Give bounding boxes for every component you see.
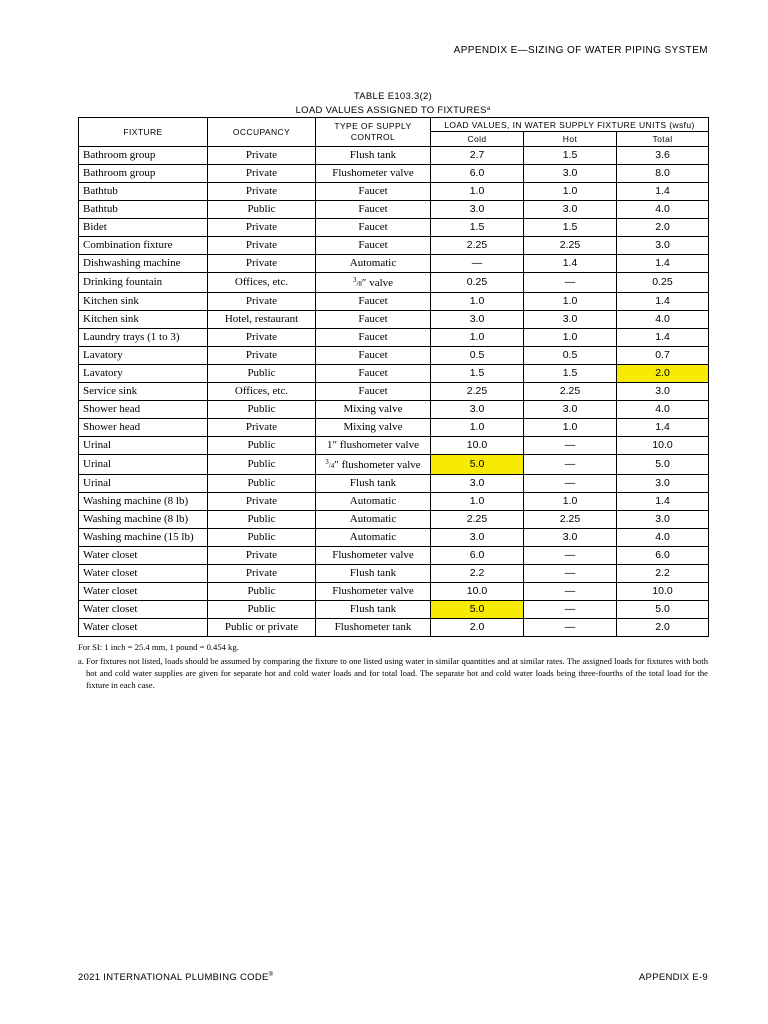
table-row <box>79 183 709 201</box>
cell-supply-control: Faucet <box>316 383 431 401</box>
cell-hot: 1.0 <box>524 493 617 511</box>
cell-hot: 1.5 <box>524 365 617 383</box>
table-notes <box>78 641 708 691</box>
cell-cold: 1.0 <box>431 183 524 201</box>
cell-total: 2.0 <box>617 365 709 383</box>
cell-cold: 5.0 <box>431 455 524 475</box>
cell-supply-control <box>316 455 431 475</box>
cell-total: 2.0 <box>617 219 709 237</box>
cell-cold: 3.0 <box>431 201 524 219</box>
cell-supply-control: Automatic <box>316 529 431 547</box>
table-row <box>79 583 709 601</box>
col-header-supply-control: TYPE OF SUPPLY CONTROL <box>316 118 431 147</box>
table-row <box>79 273 709 293</box>
table-row <box>79 329 709 347</box>
cell-fixture: Urinal <box>79 437 208 455</box>
cell-total: 3.6 <box>617 147 709 165</box>
cell-total: 1.4 <box>617 493 709 511</box>
cell-cold: 2.7 <box>431 147 524 165</box>
footer-code-title <box>78 972 273 983</box>
cell-cold: 1.0 <box>431 493 524 511</box>
cell-fixture: Dishwashing machine <box>79 255 208 273</box>
cell-supply-control: 1″ flushometer valve <box>316 437 431 455</box>
cell-supply-control: Flushometer valve <box>316 583 431 601</box>
cell-fixture: Kitchen sink <box>79 293 208 311</box>
col-header-total: Total <box>617 132 709 147</box>
cell-cold: 1.0 <box>431 419 524 437</box>
cell-cold: 3.0 <box>431 475 524 493</box>
cell-fixture: Service sink <box>79 383 208 401</box>
col-header-cold: Cold <box>431 132 524 147</box>
cell-supply-control: Automatic <box>316 493 431 511</box>
fraction-denominator: 4 <box>330 462 335 470</box>
cell-total: 1.4 <box>617 183 709 201</box>
cell-hot: — <box>524 273 617 293</box>
table-row <box>79 147 709 165</box>
cell-supply-control: Automatic <box>316 511 431 529</box>
cell-hot: 2.25 <box>524 237 617 255</box>
table-row <box>79 255 709 273</box>
table-row <box>79 437 709 455</box>
cell-cold: 2.25 <box>431 383 524 401</box>
cell-cold: 1.5 <box>431 219 524 237</box>
cell-supply-control: Automatic <box>316 255 431 273</box>
cell-occupancy: Private <box>208 347 316 365</box>
table-row <box>79 455 709 475</box>
cell-occupancy: Private <box>208 255 316 273</box>
cell-hot: — <box>524 475 617 493</box>
cell-fixture: Urinal <box>79 475 208 493</box>
cell-cold: 2.2 <box>431 565 524 583</box>
si-conversion-note: For SI: 1 inch = 25.4 mm, 1 pound = 0.454 kg. <box>78 642 239 652</box>
cell-occupancy: Public <box>208 475 316 493</box>
cell-total: 1.4 <box>617 293 709 311</box>
cell-supply-control: Faucet <box>316 347 431 365</box>
cell-fixture: Bathroom group <box>79 147 208 165</box>
cell-supply-control: Faucet <box>316 365 431 383</box>
cell-hot: 2.25 <box>524 511 617 529</box>
cell-occupancy: Public <box>208 529 316 547</box>
cell-total: 2.2 <box>617 565 709 583</box>
table-row <box>79 529 709 547</box>
footer-code-title-text: 2021 INTERNATIONAL PLUMBING CODE <box>78 972 269 983</box>
cell-cold: — <box>431 255 524 273</box>
col-header-fixture: FIXTURE <box>79 118 208 147</box>
cell-hot: 1.0 <box>524 293 617 311</box>
cell-occupancy: Public <box>208 437 316 455</box>
cell-supply-control: Faucet <box>316 293 431 311</box>
col-header-occupancy: OCCUPANCY <box>208 118 316 147</box>
table-row <box>79 311 709 329</box>
cell-occupancy: Public <box>208 601 316 619</box>
footer-page-number: APPENDIX E-9 <box>638 972 708 983</box>
cell-cold: 2.25 <box>431 237 524 255</box>
table-row <box>79 419 709 437</box>
cell-cold: 10.0 <box>431 437 524 455</box>
cell-hot: 1.0 <box>524 183 617 201</box>
cell-total: 4.0 <box>617 311 709 329</box>
table-row <box>79 547 709 565</box>
cell-occupancy: Public <box>208 201 316 219</box>
cell-total: 3.0 <box>617 237 709 255</box>
cell-supply-control: Flushometer valve <box>316 547 431 565</box>
cell-total: 10.0 <box>617 437 709 455</box>
cell-occupancy: Private <box>208 237 316 255</box>
table-title-text: LOAD VALUES ASSIGNED TO FIXTURES <box>295 105 487 116</box>
cell-supply-control: Flush tank <box>316 601 431 619</box>
footnote-a <box>78 655 708 691</box>
table-row <box>79 565 709 583</box>
fraction-slash: / <box>356 280 359 288</box>
table-row <box>79 365 709 383</box>
cell-supply-control: Mixing valve <box>316 401 431 419</box>
cell-total: 10.0 <box>617 583 709 601</box>
cell-occupancy: Private <box>208 493 316 511</box>
cell-supply-control: Faucet <box>316 183 431 201</box>
cell-supply-control: Faucet <box>316 311 431 329</box>
cell-hot: — <box>524 583 617 601</box>
cell-fixture: Drinking fountain <box>79 273 208 293</box>
table-row <box>79 347 709 365</box>
cell-fixture: Laundry trays (1 to 3) <box>79 329 208 347</box>
cell-occupancy: Offices, etc. <box>208 383 316 401</box>
cell-total: 2.0 <box>617 619 709 637</box>
cell-occupancy: Private <box>208 293 316 311</box>
cell-fixture: Combination fixture <box>79 237 208 255</box>
cell-occupancy: Private <box>208 219 316 237</box>
cell-hot: 0.5 <box>524 347 617 365</box>
cell-fixture: Water closet <box>79 601 208 619</box>
cell-cold: 0.5 <box>431 347 524 365</box>
cell-total: 1.4 <box>617 329 709 347</box>
cell-fixture: Shower head <box>79 401 208 419</box>
cell-occupancy: Private <box>208 147 316 165</box>
cell-occupancy: Hotel, restaurant <box>208 311 316 329</box>
cell-fixture: Shower head <box>79 419 208 437</box>
cell-fixture: Bathtub <box>79 183 208 201</box>
cell-hot: 2.25 <box>524 383 617 401</box>
cell-fixture: Lavatory <box>79 347 208 365</box>
cell-cold: 0.25 <box>431 273 524 293</box>
cell-fixture: Bathroom group <box>79 165 208 183</box>
cell-occupancy: Public <box>208 455 316 475</box>
table-row <box>79 493 709 511</box>
cell-supply-control: Faucet <box>316 201 431 219</box>
cell-fixture: Water closet <box>79 547 208 565</box>
table-title-footnote-marker: a <box>486 106 491 112</box>
cell-total: 4.0 <box>617 401 709 419</box>
cell-total: 5.0 <box>617 455 709 475</box>
cell-fixture: Lavatory <box>79 365 208 383</box>
cell-cold: 3.0 <box>431 529 524 547</box>
table-row <box>79 237 709 255</box>
cell-hot: 3.0 <box>524 529 617 547</box>
cell-occupancy: Public <box>208 401 316 419</box>
inch-mark: ″ <box>334 459 342 471</box>
table-body <box>79 147 709 637</box>
cell-supply-control: Faucet <box>316 329 431 347</box>
cell-fixture: Water closet <box>79 583 208 601</box>
cell-fixture: Bathtub <box>79 201 208 219</box>
cell-cold: 1.0 <box>431 329 524 347</box>
cell-total: 5.0 <box>617 601 709 619</box>
cell-hot: — <box>524 547 617 565</box>
cell-fixture: Washing machine (15 lb) <box>79 529 208 547</box>
table-caption <box>78 91 708 117</box>
cell-occupancy: Private <box>208 183 316 201</box>
cell-cold: 1.0 <box>431 293 524 311</box>
cell-occupancy: Private <box>208 565 316 583</box>
cell-hot: 3.0 <box>524 165 617 183</box>
cell-occupancy: Private <box>208 165 316 183</box>
cell-supply-control: Faucet <box>316 237 431 255</box>
cell-fixture: Water closet <box>79 565 208 583</box>
cell-total: 6.0 <box>617 547 709 565</box>
cell-occupancy: Public <box>208 583 316 601</box>
table-row <box>79 383 709 401</box>
col-header-load-values: LOAD VALUES, IN WATER SUPPLY FIXTURE UNITS (wsfu) <box>431 118 709 132</box>
cell-hot: 3.0 <box>524 401 617 419</box>
cell-cold: 6.0 <box>431 547 524 565</box>
table-row <box>79 401 709 419</box>
table-row <box>79 601 709 619</box>
cell-occupancy: Offices, etc. <box>208 273 316 293</box>
table-row <box>79 201 709 219</box>
table-row <box>79 293 709 311</box>
cell-cold: 3.0 <box>431 311 524 329</box>
cell-cold: 5.0 <box>431 601 524 619</box>
cell-fixture: Washing machine (8 lb) <box>79 493 208 511</box>
cell-fixture: Bidet <box>79 219 208 237</box>
cell-total: 4.0 <box>617 201 709 219</box>
table-number: TABLE E103.3(2) <box>353 91 433 102</box>
cell-hot: — <box>524 455 617 475</box>
cell-total: 3.0 <box>617 383 709 401</box>
supply-control-text: valve <box>369 277 394 289</box>
running-head: APPENDIX E—SIZING OF WATER PIPING SYSTEM <box>453 45 708 56</box>
fraction <box>352 276 362 288</box>
footnote-marker: a. <box>78 656 84 666</box>
load-values-table <box>78 117 709 637</box>
cell-supply-control: Flush tank <box>316 147 431 165</box>
table-row <box>79 619 709 637</box>
cell-hot: 1.0 <box>524 329 617 347</box>
cell-supply-control: Flushometer tank <box>316 619 431 637</box>
fraction <box>325 458 335 470</box>
cell-total: 0.7 <box>617 347 709 365</box>
cell-occupancy: Public <box>208 365 316 383</box>
cell-supply-control: Flush tank <box>316 475 431 493</box>
cell-hot: 1.4 <box>524 255 617 273</box>
table-title <box>78 103 708 117</box>
table-row <box>79 165 709 183</box>
table-row <box>79 219 709 237</box>
cell-supply-control: Flush tank <box>316 565 431 583</box>
cell-total: 3.0 <box>617 511 709 529</box>
cell-total: 3.0 <box>617 475 709 493</box>
cell-hot: 3.0 <box>524 311 617 329</box>
cell-cold: 3.0 <box>431 401 524 419</box>
cell-supply-control: Mixing valve <box>316 419 431 437</box>
fraction-slash: / <box>328 462 331 470</box>
cell-total: 8.0 <box>617 165 709 183</box>
cell-occupancy: Private <box>208 547 316 565</box>
cell-hot: 1.0 <box>524 419 617 437</box>
cell-cold: 6.0 <box>431 165 524 183</box>
cell-occupancy: Private <box>208 329 316 347</box>
cell-fixture: Urinal <box>79 455 208 475</box>
cell-occupancy: Public or private <box>208 619 316 637</box>
table-row <box>79 475 709 493</box>
cell-occupancy: Private <box>208 419 316 437</box>
cell-total: 4.0 <box>617 529 709 547</box>
cell-cold: 2.25 <box>431 511 524 529</box>
cell-hot: — <box>524 619 617 637</box>
col-header-hot: Hot <box>524 132 617 147</box>
cell-supply-control: Flushometer valve <box>316 165 431 183</box>
cell-fixture: Water closet <box>79 619 208 637</box>
registered-mark: ® <box>268 972 274 978</box>
cell-total: 1.4 <box>617 255 709 273</box>
supply-control-text: flushometer valve <box>341 459 421 471</box>
cell-occupancy: Public <box>208 511 316 529</box>
fraction-denominator: 8 <box>358 280 362 288</box>
cell-hot: 1.5 <box>524 147 617 165</box>
table-row <box>79 511 709 529</box>
cell-fixture: Kitchen sink <box>79 311 208 329</box>
cell-hot: 3.0 <box>524 201 617 219</box>
cell-hot: 1.5 <box>524 219 617 237</box>
cell-supply-control: Faucet <box>316 219 431 237</box>
cell-cold: 2.0 <box>431 619 524 637</box>
inch-mark: ″ <box>361 277 370 289</box>
fraction-numerator: 3 <box>325 458 329 466</box>
cell-hot: — <box>524 601 617 619</box>
fraction-numerator: 3 <box>352 276 357 284</box>
cell-supply-control <box>316 273 431 293</box>
cell-fixture: Washing machine (8 lb) <box>79 511 208 529</box>
cell-cold: 1.5 <box>431 365 524 383</box>
cell-hot: — <box>524 565 617 583</box>
footnote-text: For fixtures not listed, loads should be assumed by comparing the fixture to one listed using water in similar quantities and at similar rates. The assigned loads for fixtures with both hot and cold water supplies are given for separate hot and cold water loads and for total load. The separate hot and cold water loads being three-fourths of the total load for the fixture in each case. <box>86 656 708 690</box>
cell-cold: 10.0 <box>431 583 524 601</box>
cell-total: 0.25 <box>617 273 709 293</box>
cell-total: 1.4 <box>617 419 709 437</box>
cell-hot: — <box>524 437 617 455</box>
